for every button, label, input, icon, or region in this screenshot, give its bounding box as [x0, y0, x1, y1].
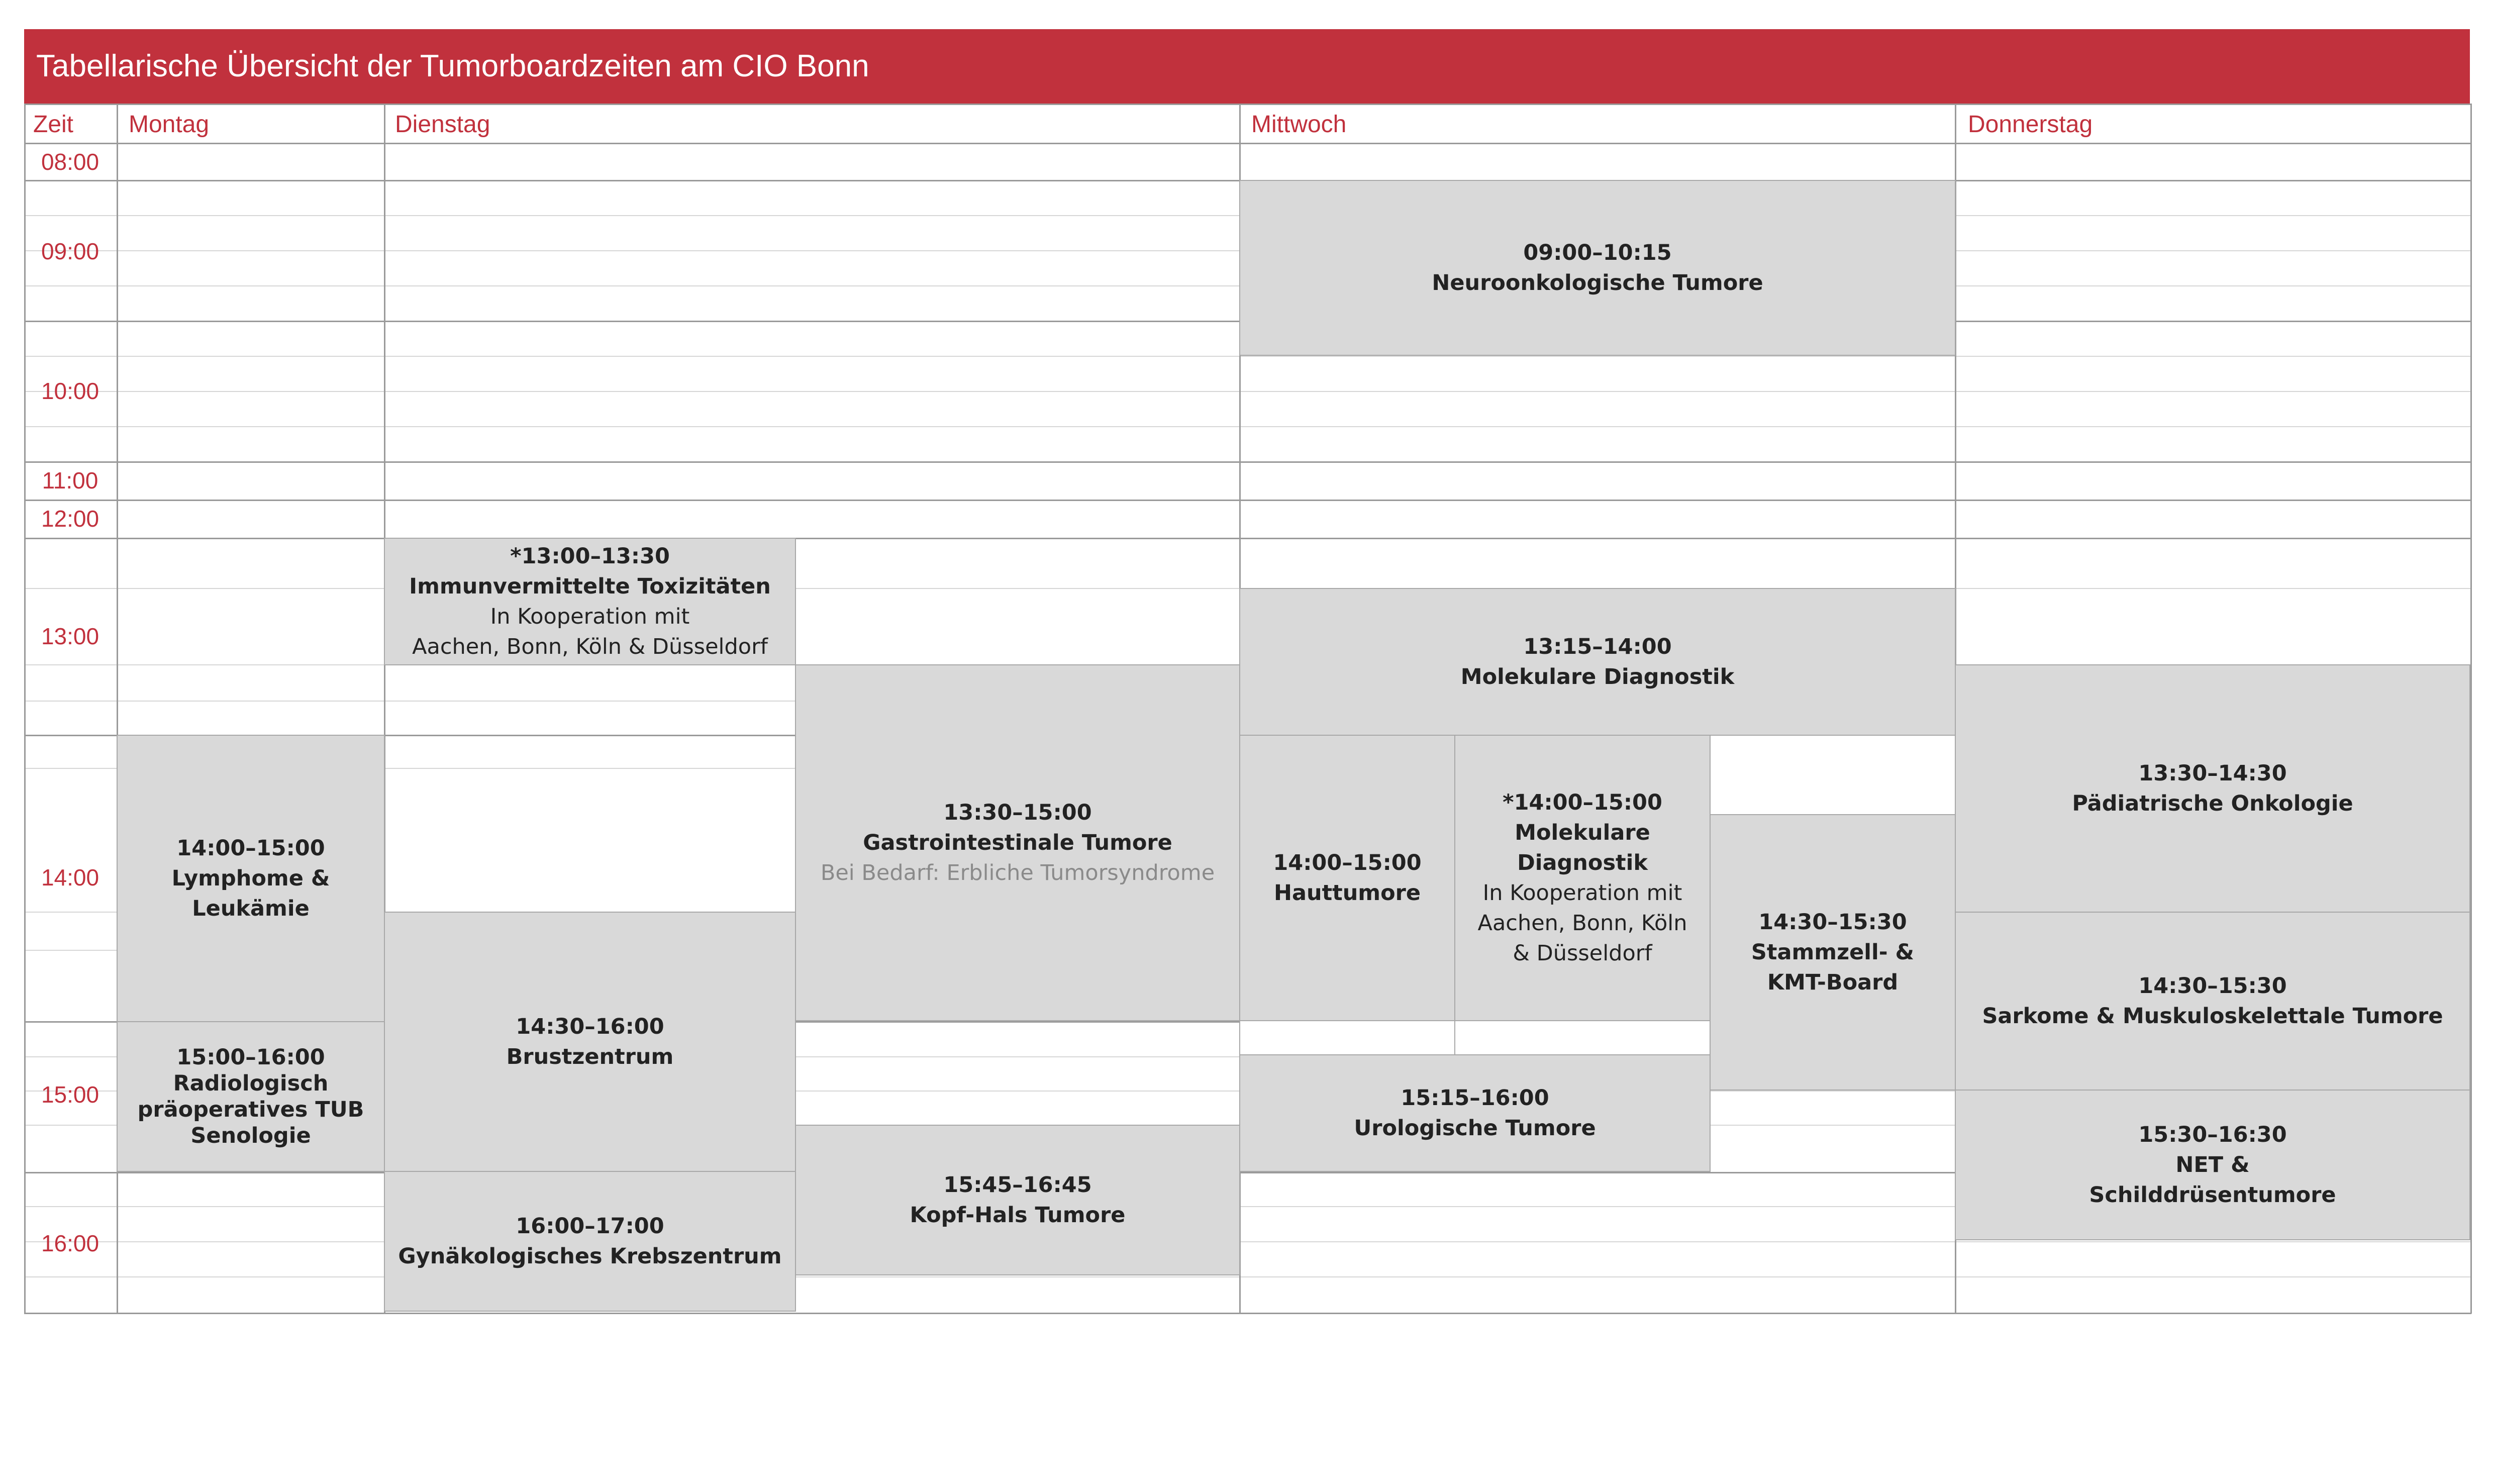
- event-title: Kopf-Hals Tumore: [910, 1203, 1126, 1228]
- event-title: Neuroonkologische Tumore: [1432, 270, 1763, 295]
- event-time: 15:45–16:45: [943, 1172, 1092, 1198]
- grid-line-major: [24, 500, 2471, 501]
- event-title: Radiologisch: [173, 1071, 329, 1096]
- event-time: 15:00–16:00: [176, 1045, 325, 1070]
- event-molekulare-diagnostik-kooperation: [1454, 735, 1711, 1021]
- empty-cell: [1239, 1020, 1455, 1055]
- event-title: Schilddrüsentumore: [2089, 1182, 2336, 1208]
- event-time: 14:00–15:00: [1273, 850, 1422, 875]
- header-mittwoch: Mittwoch: [1251, 111, 1347, 138]
- time-label-0900: 09:00: [41, 238, 99, 264]
- empty-cell: [1454, 1020, 1711, 1055]
- event-note: Aachen, Bonn, Köln: [1477, 911, 1687, 936]
- event-title: Urologische Tumore: [1354, 1116, 1596, 1141]
- event-time: 16:00–17:00: [516, 1214, 664, 1239]
- event-title: Pädiatrische Onkologie: [2072, 791, 2353, 816]
- header-dienstag: Dienstag: [395, 111, 490, 138]
- time-label-1300: 13:00: [41, 623, 99, 649]
- time-label-1000: 10:00: [41, 378, 99, 404]
- event-time: 13:30–14:30: [2138, 761, 2287, 786]
- grid-line-vertical: [2470, 104, 2472, 1314]
- event-title: Immunvermittelte Toxizitäten: [409, 574, 771, 599]
- event-paediatrische-onkologie: [1955, 664, 2470, 913]
- event-brustzentrum: [384, 912, 796, 1172]
- event-time: *13:00–13:30: [510, 544, 670, 569]
- event-sarkome-muskuloskelettale-tumore: [1955, 912, 2470, 1091]
- event-title: Sarkome & Muskuloskelettale Tumore: [1982, 1004, 2443, 1029]
- event-stammzell-kmt-board: [1710, 814, 1956, 1091]
- event-time: 14:30–15:30: [1758, 910, 1907, 935]
- event-time: 09:00–10:15: [1523, 240, 1672, 265]
- event-time: 14:30–15:30: [2138, 973, 2287, 999]
- event-radiologisch-praeoperatives-tub: [117, 1021, 385, 1172]
- grid-line-major: [24, 143, 2471, 144]
- event-title: Molekulare Diagnostik: [1515, 820, 1650, 875]
- event-title: NET &: [2175, 1152, 2250, 1177]
- event-title: Gastrointestinale Tumore: [863, 830, 1172, 855]
- time-label-1100: 11:00: [42, 467, 98, 493]
- event-immunvermittelte-toxizitaeten: [384, 538, 796, 665]
- event-title: präoperatives TUB: [137, 1097, 364, 1122]
- time-label-1400: 14:00: [41, 864, 99, 891]
- event-time: 15:15–16:00: [1401, 1085, 1549, 1111]
- title-bar: [24, 29, 2470, 104]
- event-title: Hauttumore: [1273, 880, 1421, 906]
- header-donnerstag: Donnerstag: [1968, 111, 2093, 138]
- empty-cell: [1710, 735, 1956, 815]
- time-label-1500: 15:00: [41, 1081, 99, 1108]
- event-time: 13:30–15:00: [943, 800, 1092, 825]
- event-time: 15:30–16:30: [2138, 1122, 2287, 1147]
- event-time: *14:00–15:00: [1503, 790, 1662, 815]
- header-montag: Montag: [129, 111, 210, 138]
- time-label-0800: 08:00: [41, 149, 99, 175]
- event-time: 13:15–14:00: [1523, 634, 1672, 659]
- event-gynaekologisches-krebszentrum: [384, 1171, 796, 1312]
- grid-line-major: [24, 104, 2471, 105]
- event-time: 14:30–16:00: [516, 1014, 664, 1039]
- event-time: 14:00–15:00: [176, 836, 325, 861]
- event-neuroonkologische-tumore: [1239, 180, 1956, 356]
- event-title: Brustzentrum: [506, 1044, 674, 1069]
- event-title: KMT-Board: [1767, 970, 1899, 995]
- event-title: Stammzell- &: [1751, 940, 1915, 965]
- event-title: Lymphome & Leukämie: [171, 866, 330, 921]
- event-title: Molekulare Diagnostik: [1460, 664, 1735, 689]
- grid-line-major: [24, 461, 2471, 463]
- grid-line-vertical: [24, 104, 26, 1314]
- grid-line-minor: [24, 356, 2470, 357]
- event-molekulare-diagnostik: [1239, 588, 1956, 736]
- header-zeit: Zeit: [33, 111, 74, 138]
- grid-line-minor: [24, 391, 2470, 392]
- time-label-1200: 12:00: [41, 506, 99, 532]
- event-title: Gynäkologisches Krebszentrum: [398, 1244, 782, 1269]
- event-gastrointestinale-tumore: [795, 664, 1240, 1021]
- event-urologische-tumore: [1239, 1054, 1711, 1172]
- event-note: In Kooperation mit: [1482, 880, 1682, 906]
- event-note: & Düsseldorf: [1513, 941, 1652, 966]
- event-note: Bei Bedarf: Erbliche Tumorsyndrome: [820, 860, 1215, 885]
- page-title: Tabellarische Übersicht der Tumorboardzeiten am CIO Bonn: [36, 49, 869, 83]
- grid-line-major: [24, 1313, 2471, 1314]
- grid-line-minor: [24, 426, 2470, 427]
- event-title: Senologie: [190, 1123, 311, 1148]
- time-label-1600: 16:00: [41, 1230, 99, 1256]
- event-note: Aachen, Bonn, Köln & Düsseldorf: [412, 634, 768, 659]
- event-hauttumore: [1239, 735, 1455, 1021]
- event-lymphome-leukaemie: [117, 735, 385, 1022]
- event-note: In Kooperation mit: [490, 604, 690, 629]
- event-net-schilddruesentumore: [1955, 1090, 2470, 1240]
- event-kopf-hals-tumore: [795, 1125, 1240, 1275]
